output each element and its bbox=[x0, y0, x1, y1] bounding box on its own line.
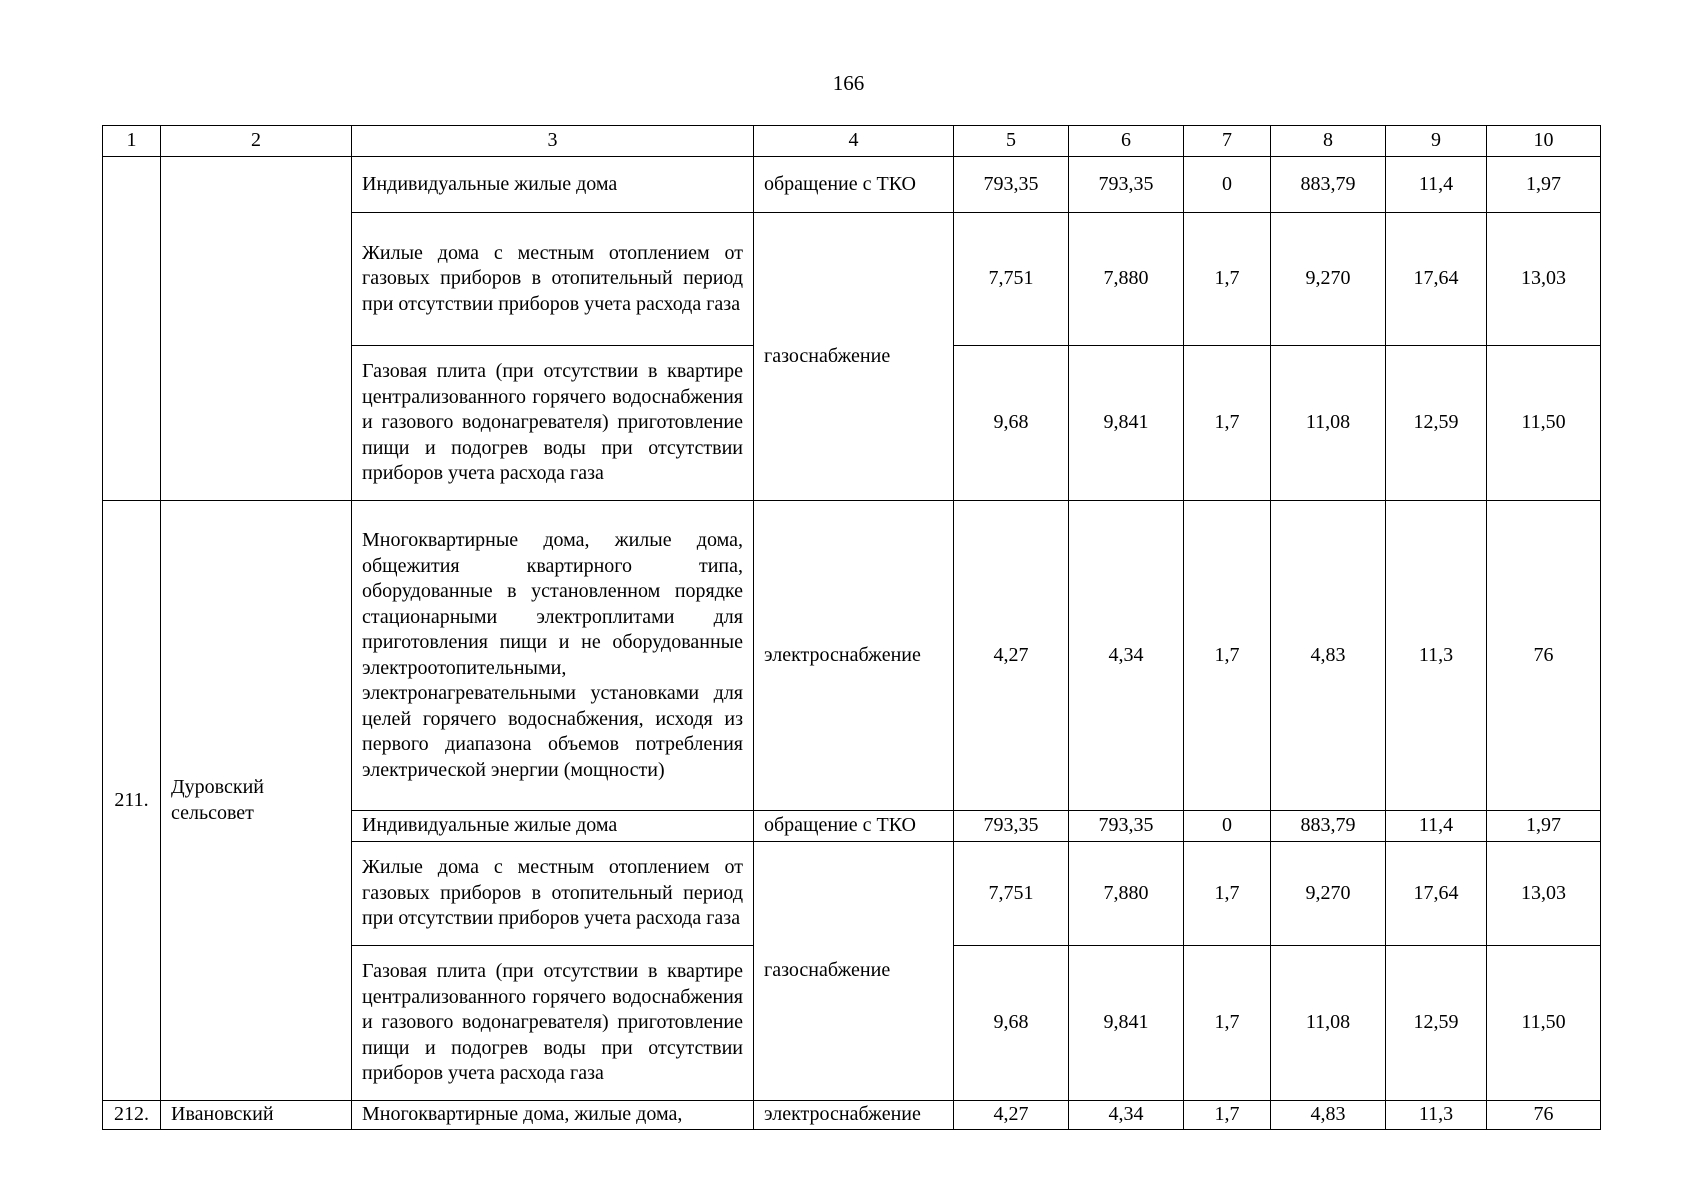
header-cell: 8 bbox=[1271, 126, 1386, 157]
page-number: 166 bbox=[832, 71, 865, 95]
value-cell: 11,50 bbox=[1487, 946, 1601, 1101]
value-cell: 1,7 bbox=[1184, 1101, 1271, 1130]
value-cell: 9,68 bbox=[954, 346, 1069, 501]
value-cell: 4,27 bbox=[954, 501, 1069, 811]
value-cell: 1,7 bbox=[1184, 501, 1271, 811]
value-cell: 1,7 bbox=[1184, 946, 1271, 1101]
value-cell: 793,35 bbox=[954, 157, 1069, 213]
row-service: газоснабжение bbox=[754, 842, 954, 1101]
row-index: 211. bbox=[103, 501, 161, 1101]
header-cell: 1 bbox=[103, 126, 161, 157]
value-cell: 9,68 bbox=[954, 946, 1069, 1101]
row-region-empty bbox=[161, 157, 352, 501]
row-index: 212. bbox=[103, 1101, 161, 1130]
row-description: Индивидуальные жилые дома bbox=[352, 157, 754, 213]
value-cell: 1,7 bbox=[1184, 213, 1271, 346]
value-cell: 793,35 bbox=[1069, 157, 1184, 213]
value-cell: 0 bbox=[1184, 157, 1271, 213]
value-cell: 883,79 bbox=[1271, 811, 1386, 842]
value-cell: 1,97 bbox=[1487, 811, 1601, 842]
value-cell: 11,08 bbox=[1271, 346, 1386, 501]
row-index-empty bbox=[103, 157, 161, 501]
row-description: Жилые дома с местным отоплением от газовых приборов в отопительный период при отсутствии приборов учета расхода газа bbox=[352, 213, 754, 346]
value-cell: 11,4 bbox=[1386, 811, 1487, 842]
value-cell: 11,08 bbox=[1271, 946, 1386, 1101]
value-cell: 9,270 bbox=[1271, 213, 1386, 346]
table-row bbox=[103, 157, 1601, 213]
value-cell: 17,64 bbox=[1386, 213, 1487, 346]
value-cell: 17,64 bbox=[1386, 842, 1487, 946]
value-cell: 76 bbox=[1487, 1101, 1601, 1130]
value-cell: 793,35 bbox=[1069, 811, 1184, 842]
value-cell: 4,34 bbox=[1069, 501, 1184, 811]
row-region: Ивановский bbox=[161, 1101, 352, 1130]
value-cell: 4,34 bbox=[1069, 1101, 1184, 1130]
header-cell: 2 bbox=[161, 126, 352, 157]
value-cell: 13,03 bbox=[1487, 842, 1601, 946]
row-description: Газовая плита (при отсутствии в квартире централизованного горячего водоснабжения и газового водонагревателя) приготовление пищи и подогрев воды при отсутствии приборов учета расхода газа bbox=[352, 346, 754, 501]
header-cell: 4 bbox=[754, 126, 954, 157]
value-cell: 12,59 bbox=[1386, 946, 1487, 1101]
tariff-table bbox=[102, 125, 1601, 1130]
value-cell: 11,50 bbox=[1487, 346, 1601, 501]
table-header-row bbox=[103, 126, 1601, 157]
value-cell: 1,7 bbox=[1184, 346, 1271, 501]
value-cell: 9,841 bbox=[1069, 346, 1184, 501]
value-cell: 7,880 bbox=[1069, 842, 1184, 946]
value-cell: 11,4 bbox=[1386, 157, 1487, 213]
value-cell: 76 bbox=[1487, 501, 1601, 811]
value-cell: 883,79 bbox=[1271, 157, 1386, 213]
row-service: обращение с ТКО bbox=[754, 157, 954, 213]
row-service: обращение с ТКО bbox=[754, 811, 954, 842]
value-cell: 7,880 bbox=[1069, 213, 1184, 346]
row-service: электроснабжение bbox=[754, 1101, 954, 1130]
value-cell: 1,7 bbox=[1184, 842, 1271, 946]
row-service: газоснабжение bbox=[754, 213, 954, 501]
value-cell: 4,83 bbox=[1271, 1101, 1386, 1130]
value-cell: 4,27 bbox=[954, 1101, 1069, 1130]
value-cell: 4,83 bbox=[1271, 501, 1386, 811]
value-cell: 11,3 bbox=[1386, 1101, 1487, 1130]
header-cell: 5 bbox=[954, 126, 1069, 157]
header-cell: 10 bbox=[1487, 126, 1601, 157]
value-cell: 793,35 bbox=[954, 811, 1069, 842]
header-cell: 7 bbox=[1184, 126, 1271, 157]
value-cell: 9,270 bbox=[1271, 842, 1386, 946]
row-description: Жилые дома с местным отоплением от газовых приборов в отопительный период при отсутствии приборов учета расхода газа bbox=[352, 842, 754, 946]
row-description: Индивидуальные жилые дома bbox=[352, 811, 754, 842]
value-cell: 11,3 bbox=[1386, 501, 1487, 811]
row-region: Дуровский сельсовет bbox=[161, 501, 352, 1101]
value-cell: 7,751 bbox=[954, 213, 1069, 346]
row-description: Многоквартирные дома, жилые дома, bbox=[352, 1101, 754, 1130]
row-description: Газовая плита (при отсутствии в квартире централизованного горячего водоснабжения и газового водонагревателя) приготовление пищи и подогрев воды при отсутствии приборов учета расхода газа bbox=[352, 946, 754, 1101]
value-cell: 7,751 bbox=[954, 842, 1069, 946]
value-cell: 12,59 bbox=[1386, 346, 1487, 501]
row-description: Многоквартирные дома, жилые дома, общежития квартирного типа, оборудованные в установленном порядке стационарными электроплитами для приготовления пищи и не оборудованные электроотопительными, электронагревательными установками для целей горячего водоснабжения, исходя из первого диапазона объемов потребления электрической энергии (мощности) bbox=[352, 501, 754, 811]
table-row bbox=[103, 501, 1601, 811]
value-cell: 9,841 bbox=[1069, 946, 1184, 1101]
value-cell: 13,03 bbox=[1487, 213, 1601, 346]
table-row bbox=[103, 1101, 1601, 1130]
row-service: электроснабжение bbox=[754, 501, 954, 811]
value-cell: 1,97 bbox=[1487, 157, 1601, 213]
header-cell: 6 bbox=[1069, 126, 1184, 157]
value-cell: 0 bbox=[1184, 811, 1271, 842]
header-cell: 3 bbox=[352, 126, 754, 157]
header-cell: 9 bbox=[1386, 126, 1487, 157]
